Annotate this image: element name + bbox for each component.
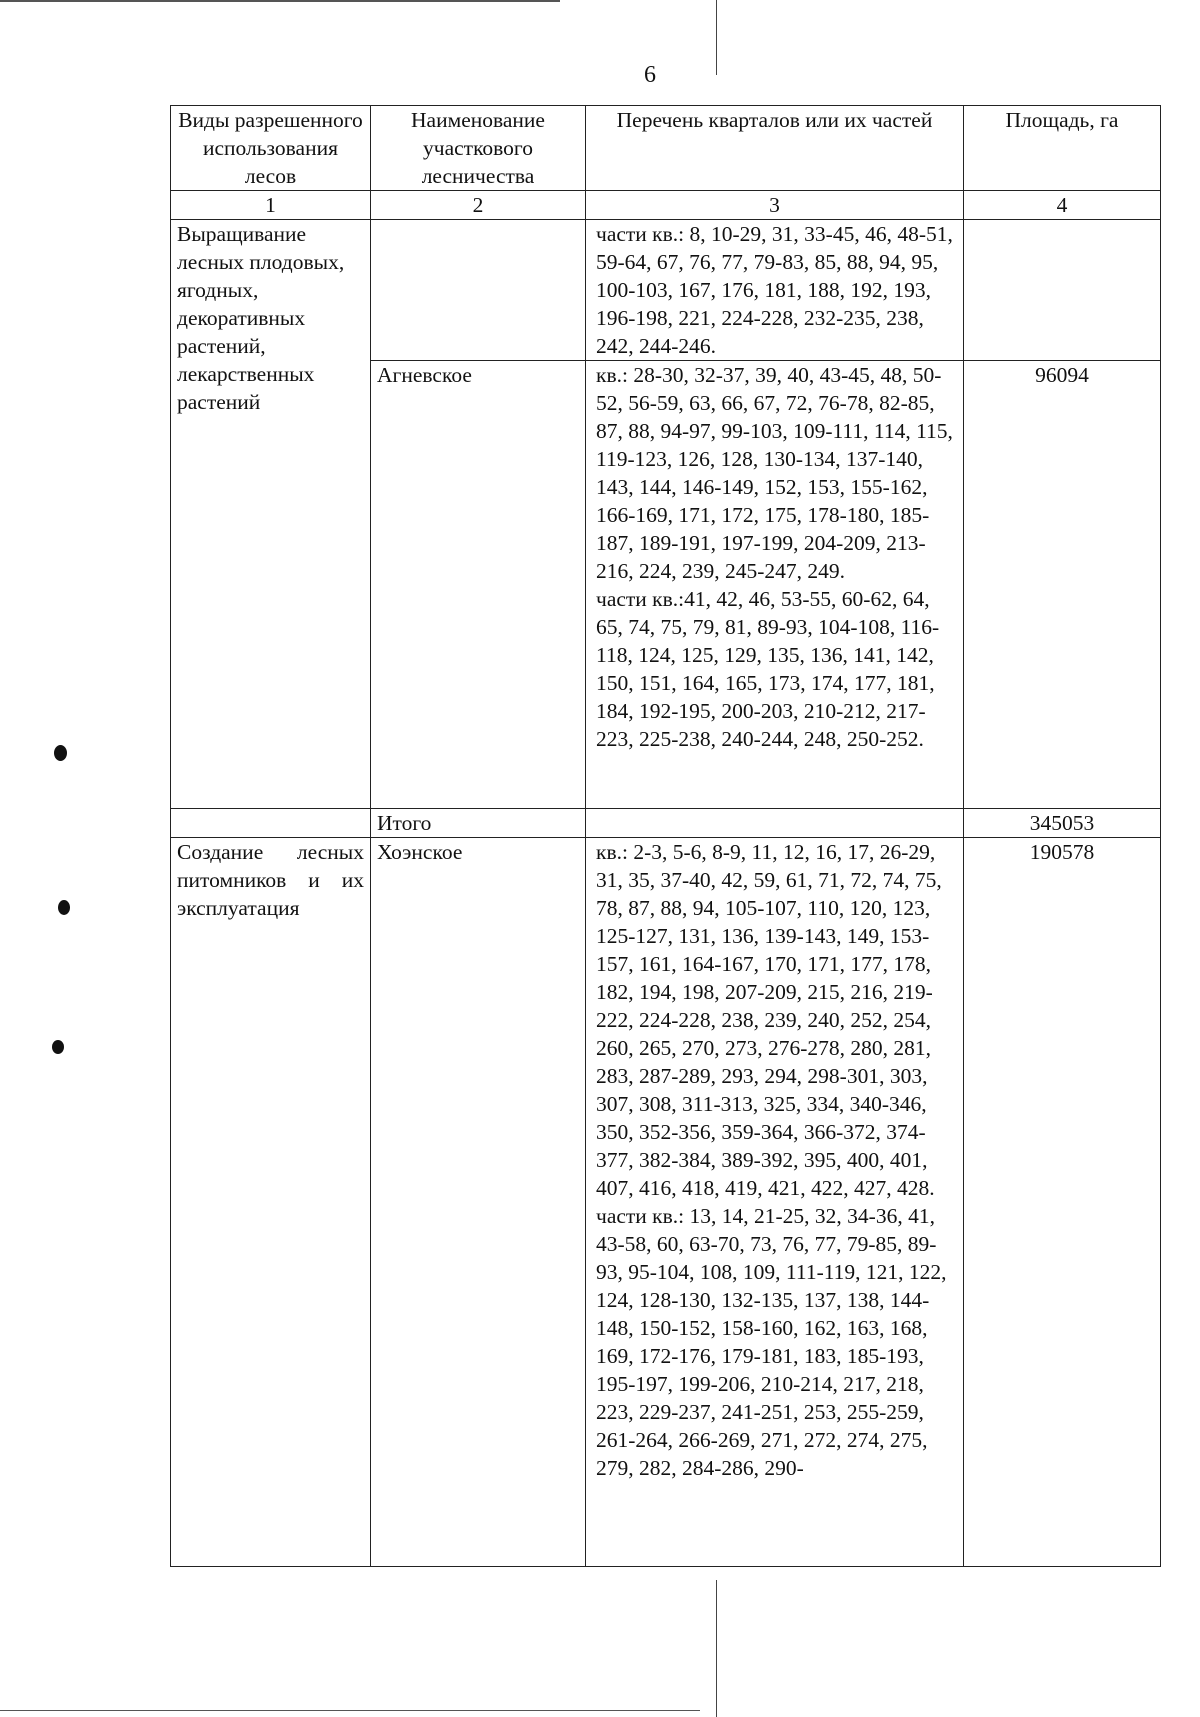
- scan-dot-mark: [52, 1040, 64, 1054]
- quarters-cell: [586, 809, 964, 838]
- quarters-parts-list: части кв.:41, 42, 46, 53-55, 60-62, 64, 65, 74, 75, 79, 81, 89-93, 104-108, 116-118, 124, 125, 129, 135, 136, 141, 142, 150, 151, 164, 165, 173, 174, 177, 181, 184, 192-195, 200-203, 210-212, 217-223, 225-238, 240-244, 248, 250-252.: [596, 587, 940, 751]
- scan-edge-line: [0, 0, 560, 2]
- header-forestry-name: Наименование участкового лесничества: [371, 106, 586, 191]
- table-row: [171, 838, 1161, 1567]
- header-quarters-list: Перечень кварталов или их частей: [586, 106, 964, 191]
- column-number: 3: [586, 191, 964, 220]
- kind-of-use-cell: Создание лесных питомников и их эксплуатация: [171, 838, 371, 1567]
- forestry-cell: [371, 220, 586, 361]
- total-area: 345053: [964, 809, 1161, 838]
- total-row: [171, 809, 1161, 838]
- column-number: 4: [964, 191, 1161, 220]
- forest-use-table: [170, 105, 1161, 1567]
- quarters-full-list: кв.: 2-3, 5-6, 8-9, 11, 12, 16, 17, 26-29, 31, 35, 37-40, 42, 59, 61, 71, 72, 74, 75, 78, 87, 88, 94, 105-107, 110, 120, 123, 125-127, 131, 136, 139-143, 149, 153-157, 161, 164-167, 170, 171, 177, 178, 182, 194, 198, 207-209, 215, 216, 219-222, 224-228, 238, 239, 240, 252, 254, 260, 265, 270, 273, 276-278, 280, 281, 283, 287-289, 293, 294, 298-301, 303, 307, 308, 311-313, 325, 334, 340-346, 350, 352-356, 359-364, 366-372, 374-377, 382-384, 389-392, 395, 400, 401, 407, 416, 418, 419, 421, 422, 427, 428.: [596, 840, 942, 1200]
- area-cell: [964, 220, 1161, 361]
- header-area: Площадь, га: [964, 106, 1161, 191]
- scan-edge-line: [0, 1710, 700, 1711]
- area-cell: 96094: [964, 361, 1161, 809]
- column-number: 1: [171, 191, 371, 220]
- scan-dot-mark: [54, 745, 67, 761]
- area-cell: 190578: [964, 838, 1161, 1567]
- header-kind-of-use: Виды разрешенного использования лесов: [171, 106, 371, 191]
- quarters-cell: части кв.: 8, 10-29, 31, 33-45, 46, 48-51, 59-64, 67, 76, 77, 79-83, 85, 88, 94, 95, 100-103, 167, 176, 181, 188, 192, 193, 196-198, 221, 224-228, 232-235, 238, 242, 244-246.: [586, 220, 964, 361]
- quarters-cell: [586, 838, 964, 1567]
- column-number-row: [171, 191, 1161, 220]
- forestry-cell: Агневское: [371, 361, 586, 809]
- page-number: 6: [644, 62, 656, 88]
- forestry-cell: Хоэнское: [371, 838, 586, 1567]
- scan-vertical-mark: [716, 0, 717, 75]
- scan-dot-mark: [58, 900, 70, 915]
- scan-vertical-mark: [716, 1580, 717, 1717]
- total-label: Итого: [371, 809, 586, 838]
- quarters-parts-list: части кв.: 13, 14, 21-25, 32, 34-36, 41, 43-58, 60, 63-70, 73, 76, 77, 79-85, 89-93, 95-104, 108, 109, 111-119, 121, 122, 124, 128-130, 132-135, 137, 138, 144-148, 150-152, 158-160, 162, 163, 168, 169, 172-176, 179-181, 183, 185-193, 195-197, 199-206, 210-214, 217, 218, 223, 229-237, 241-251, 253, 255-259, 261-264, 266-269, 271, 272, 274, 275, 279, 282, 284-286, 290-: [596, 1204, 947, 1480]
- quarters-cell: [586, 361, 964, 809]
- quarters-full-list: кв.: 28-30, 32-37, 39, 40, 43-45, 48, 50-52, 56-59, 63, 66, 67, 72, 76-78, 82-85, 87, 88, 94-97, 99-103, 109-111, 114, 115, 119-123, 126, 128, 130-134, 137-140, 143, 144, 146-149, 152, 153, 155-162, 166-169, 171, 172, 175, 178-180, 185-187, 189-191, 197-199, 204-209, 213-216, 224, 239, 245-247, 249.: [596, 363, 953, 583]
- empty-cell: [171, 809, 371, 838]
- table-header-row: [171, 106, 1161, 191]
- column-number: 2: [371, 191, 586, 220]
- table-row: [171, 220, 1161, 361]
- kind-of-use-cell: Выращивание лесных плодовых, ягодных, декоративных растений, лекарственных растений: [171, 220, 371, 809]
